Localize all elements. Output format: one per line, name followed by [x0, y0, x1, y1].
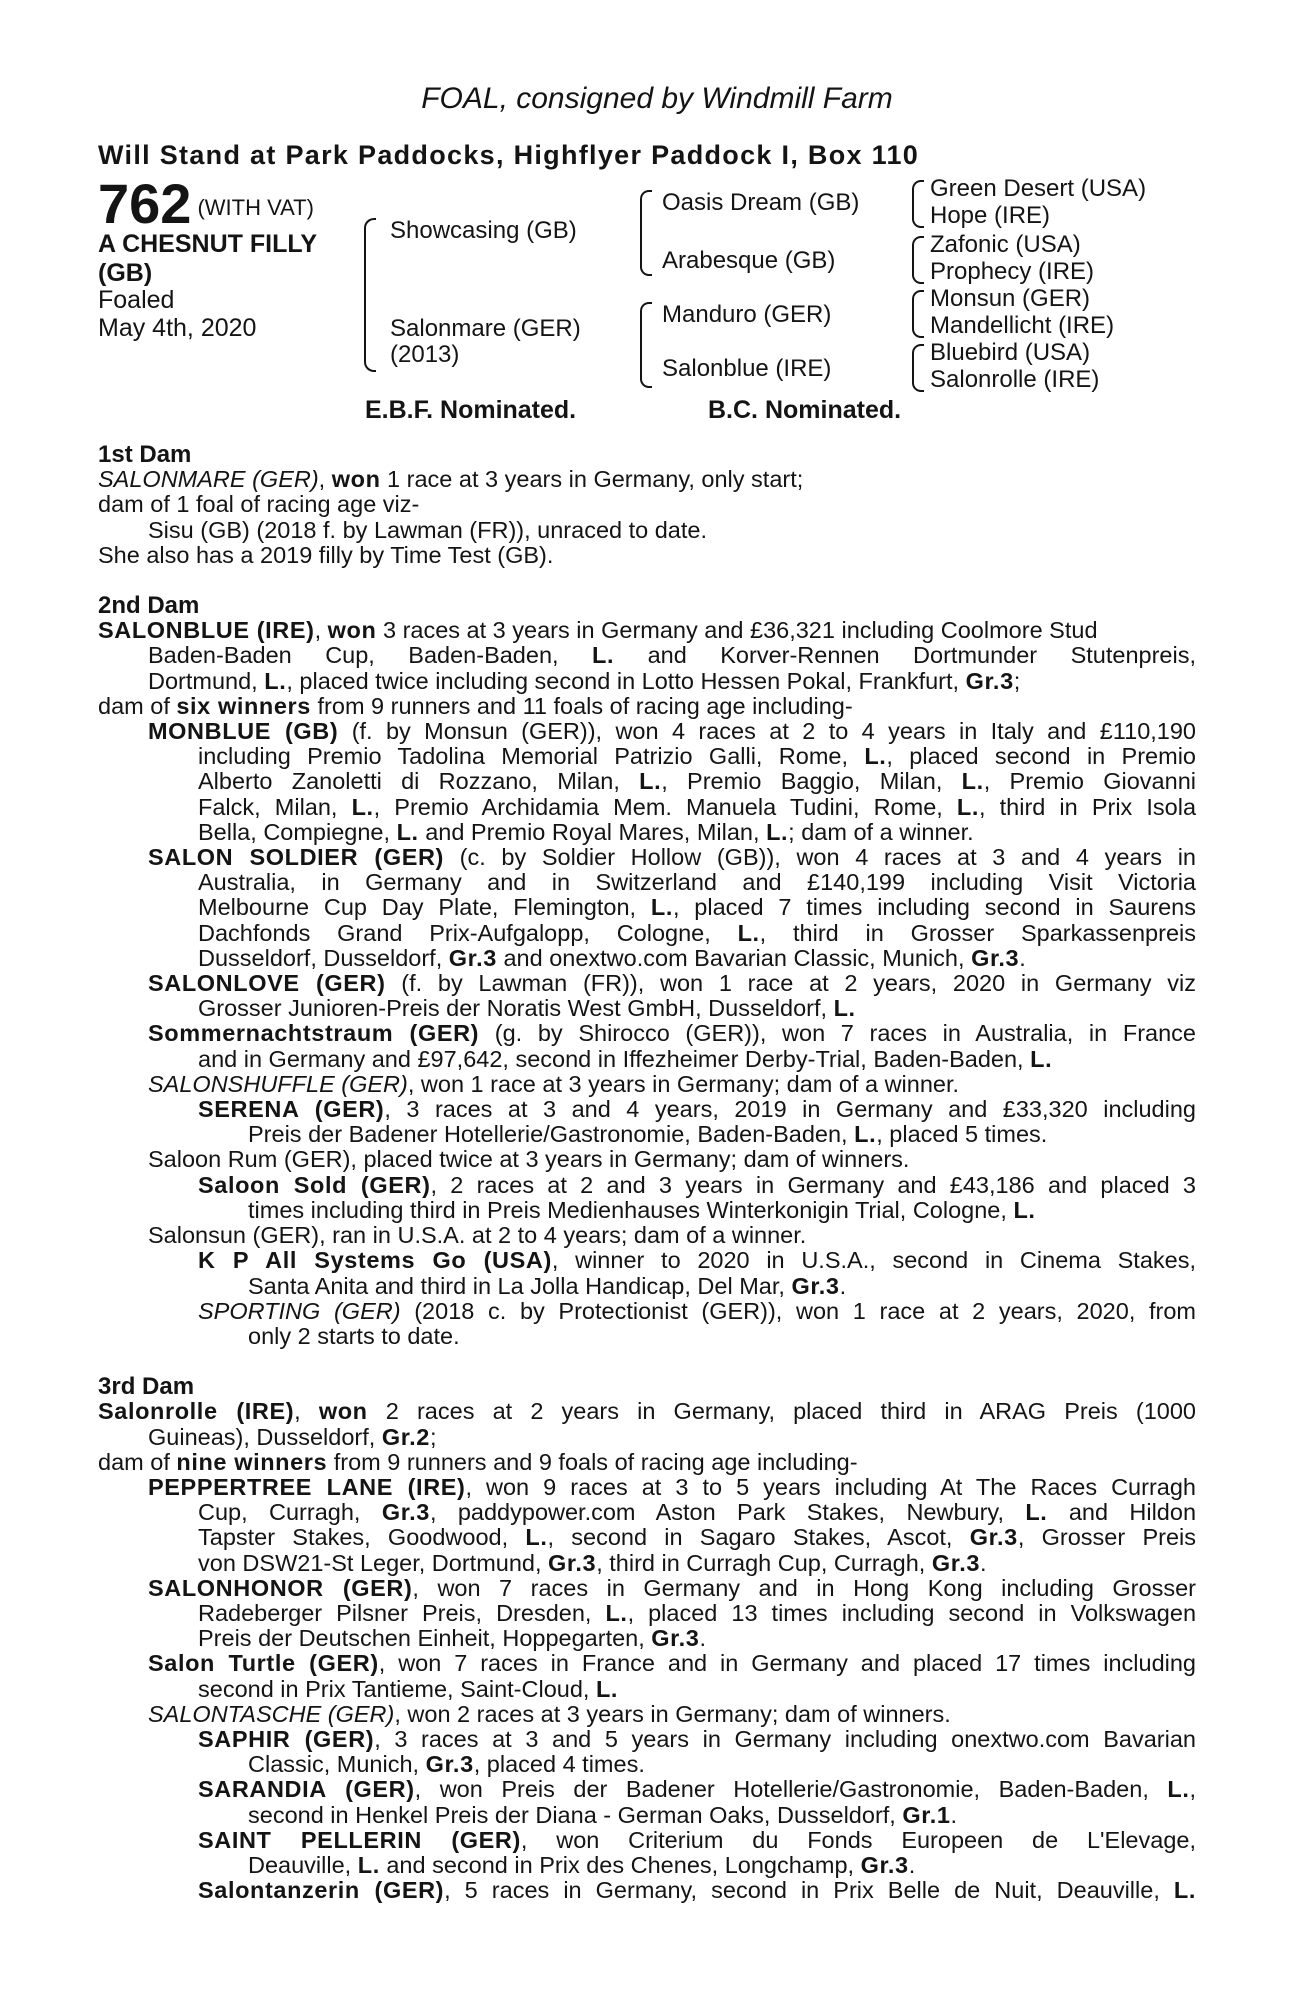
group-tag: Gr.3 — [425, 1751, 474, 1778]
foaled-date: May 4th, 2020 — [98, 314, 257, 342]
dam-record — [98, 643, 1196, 668]
dam-record: SALONBLUE (IRE), won 3 races at 3 years in Germany and £36,321 including Coolmore Stud — [98, 617, 1098, 644]
progeny-name: Salontanzerin (GER) — [198, 1877, 445, 1904]
group-tag: Gr.3 — [965, 667, 1014, 694]
progeny-entry — [98, 1021, 1196, 1046]
progeny-entry — [98, 1626, 1196, 1651]
dam-record — [98, 669, 1196, 694]
progeny-entry — [98, 971, 1196, 996]
progeny-entry — [98, 996, 1196, 1021]
section-heading: 1st Dam — [98, 441, 192, 468]
record-text: from 9 runners and 9 foals of racing age including- — [333, 1448, 858, 1475]
listed-tag: L. — [525, 1524, 548, 1551]
progeny-name: SALONTASCHE (GER) — [148, 1700, 395, 1727]
progeny-entry — [98, 795, 1196, 820]
record-text: ; dam of a winner. — [788, 818, 974, 845]
record-text: Cup, Curragh, — [198, 1499, 361, 1526]
progeny-entry — [98, 1047, 1196, 1072]
dam-year: (2013) — [390, 341, 460, 368]
group-tag: Gr.2 — [381, 1423, 430, 1450]
record-text: , paddypower.com Aston Park Stakes, Newbury, — [429, 1499, 1004, 1526]
record-text: , second in Sagaro Stakes, Ascot, — [547, 1524, 953, 1551]
dam-dam-sire: Bluebird (USA) — [930, 339, 1091, 366]
progeny-name: Saloon Sold (GER) — [198, 1171, 431, 1198]
progeny-entry — [98, 769, 1196, 794]
record-text: , Grosser Preis — [1017, 1524, 1196, 1551]
listed-tag: L. — [595, 1675, 619, 1702]
lot-number — [98, 172, 314, 236]
produce-summary — [98, 694, 1196, 719]
record-text: , placed 4 times. — [473, 1751, 645, 1778]
record-text: Guineas), Dusseldorf, — [148, 1423, 376, 1450]
record-text: Grosser Junioren-Preis der Noratis West GmbH, Dusseldorf, — [198, 995, 828, 1022]
sire-dam-sire: Zafonic (USA) — [930, 231, 1081, 258]
record-text: times including third in Preis Medienhauses Winterkonigin Trial, Cologne, — [248, 1196, 1007, 1223]
record-text: , won 9 races at 3 to 5 years including At The Races Curragh — [465, 1473, 1196, 1500]
dam-sire-sire: Monsun (GER) — [930, 285, 1091, 312]
progeny-name: SALONSHUFFLE (GER) — [148, 1070, 408, 1097]
record-text: and Hildon — [1068, 1499, 1197, 1526]
listed-tag: L. — [864, 743, 887, 770]
record-text: Bella, Compiegne, — [198, 818, 391, 845]
group-tag: Gr.3 — [548, 1549, 597, 1576]
record-text: and onextwo.com Bavarian Classic, Munich, — [503, 944, 965, 971]
won-label: won — [318, 1398, 368, 1425]
dam-record — [98, 1425, 1196, 1450]
listed-tag: L. — [1030, 1045, 1053, 1072]
record-text: dam of — [98, 692, 170, 719]
record-text: Classic, Munich, — [248, 1751, 420, 1778]
record-text: Falck, Milan, — [198, 793, 338, 820]
progeny-name: SAINT PELLERIN (GER) — [198, 1826, 521, 1853]
record-text: , third in Curragh Cup, Curragh, — [596, 1549, 926, 1576]
stand-location: Will Stand at Park Paddocks, Highflyer Paddock I, Box 110 — [98, 140, 920, 170]
grandprogeny-entry — [98, 1828, 1196, 1853]
sire-sire-sire: Green Desert (USA) — [930, 175, 1147, 202]
progeny-name: SARANDIA (GER) — [198, 1776, 415, 1803]
record-text: Preis der Badener Hotellerie/Gastronomie, Baden-Baden, — [248, 1121, 848, 1148]
won-label: won — [331, 466, 381, 493]
listed-tag: L. — [1167, 1776, 1190, 1803]
progeny-name: SALON SOLDIER (GER) — [148, 844, 444, 871]
pedigree-bracket — [912, 290, 924, 338]
record-text: . — [980, 1549, 987, 1576]
bc-nominated: B.C. Nominated. — [708, 396, 902, 424]
dam-dam: Salonblue (IRE) — [662, 355, 832, 382]
progeny-entry — [98, 1651, 1196, 1676]
record-text: and Premio Royal Mares, Milan, — [425, 818, 760, 845]
progeny-name: SPORTING (GER) — [198, 1297, 401, 1324]
listed-tag: L. — [351, 793, 374, 820]
progeny-entry — [98, 845, 1196, 870]
dam-name: SALONBLUE (IRE) — [98, 617, 315, 644]
produce-note: She also has a 2019 filly by Time Test (GB). — [98, 541, 554, 568]
dam-name: SALONMARE (GER) — [98, 466, 319, 493]
listed-tag: L. — [592, 642, 615, 669]
produce-summary — [98, 1450, 1196, 1475]
progeny-entry — [98, 1525, 1196, 1550]
listed-tag: L. — [396, 818, 419, 845]
winners-count: nine winners — [176, 1448, 328, 1475]
progeny-name: MONBLUE (GB) — [148, 718, 339, 745]
progeny-entry — [98, 1702, 1196, 1727]
progeny-entry — [98, 744, 1196, 769]
progeny-name: K P All Systems Go (USA) — [198, 1247, 552, 1274]
listed-tag: L. — [961, 768, 984, 795]
record-text: Tapster Stakes, Goodwood, — [198, 1524, 509, 1551]
record-text: , won 2 races at 3 years in Germany; dam of winners. — [394, 1700, 951, 1727]
progeny-entry — [98, 820, 1196, 845]
record-text: Dusseldorf, Dusseldorf, — [198, 944, 443, 971]
progeny-entry — [98, 921, 1196, 946]
record-text: including Premio Tadolina Memorial Patrizio Galli, Rome, — [198, 743, 848, 770]
listed-tag: L. — [1025, 1499, 1048, 1526]
record-text: Dachfonds Grand Prix-Aufgalopp, Cologne, — [198, 919, 711, 946]
listed-tag: L. — [956, 793, 979, 820]
listed-tag: L. — [639, 768, 662, 795]
record-text: , Premio Baggio, Milan, — [661, 768, 943, 795]
grandprogeny-entry — [98, 1198, 1196, 1223]
record-text: , third in Prix Isola — [979, 793, 1197, 820]
record-text: , 5 races in Germany, second in Prix Belle de Nuit, Deauville, — [444, 1877, 1160, 1904]
record-text: , won 7 races in Germany and in Hong Kong including Grosser — [412, 1574, 1196, 1601]
pedigree-bracket — [912, 236, 924, 284]
grandprogeny-entry — [98, 1727, 1196, 1752]
listed-tag: L. — [264, 667, 287, 694]
progeny-entry: Salonsun (GER), ran in U.S.A. at 2 to 4 years; dam of a winner. — [148, 1222, 807, 1249]
record-text: , placed 13 times including second in Volkswagen — [627, 1599, 1197, 1626]
catalogue-body — [98, 442, 1196, 1903]
record-text: dam of — [98, 1448, 170, 1475]
dam-dam-dam: Salonrolle (IRE) — [930, 366, 1100, 393]
vat-note: (WITH VAT) — [197, 195, 314, 221]
listed-tag: L. — [650, 894, 673, 921]
group-tag: Gr.3 — [969, 1524, 1018, 1551]
lot-number-value: 762 — [98, 172, 192, 235]
record-text: , 3 races at 3 and 4 years, 2019 in Germany and £33,320 including — [384, 1096, 1196, 1123]
group-tag: Gr.3 — [381, 1499, 430, 1526]
record-text: , 3 races at 3 and 5 years in Germany including onextwo.com Bavarian — [374, 1725, 1196, 1752]
record-text: and in Germany and £97,642, second in Iffezheimer Derby-Trial, Baden-Baden, — [198, 1045, 1024, 1072]
record-text: Alberto Zanoletti di Rozzano, Milan, — [198, 768, 620, 795]
grandprogeny-entry — [98, 1274, 1196, 1299]
winners-count: six winners — [176, 692, 311, 719]
record-text: , winner to 2020 in U.S.A., second in Cinema Stakes, — [551, 1247, 1196, 1274]
group-tag: Gr.3 — [971, 944, 1020, 971]
progeny-name: PEPPERTREE LANE (IRE) — [148, 1473, 466, 1500]
record-text: Melbourne Cup Day Plate, Flemington, — [198, 894, 637, 921]
record-text: ; — [1013, 667, 1021, 694]
grandprogeny-entry — [98, 1122, 1196, 1147]
foaled-label: Foaled — [98, 286, 175, 314]
record-text: (f. by Monsun (GER)), won 4 races at 2 to 4 years in Italy and £110,190 — [351, 718, 1196, 745]
grandprogeny-entry — [98, 1878, 1196, 1903]
record-text: , placed 7 times including second in Saurens — [672, 894, 1196, 921]
record-text: , placed 5 times. — [876, 1121, 1048, 1148]
consignor-line: FOAL, consigned by Windmill Farm — [421, 82, 893, 115]
record-text: Santa Anita and third in La Jolla Handicap, Del Mar, — [248, 1272, 785, 1299]
sire-dam-dam: Prophecy (IRE) — [930, 258, 1095, 285]
record-text: and Korver-Rennen Dortmunder Stutenpreis, — [647, 642, 1197, 669]
second-dam-section — [98, 593, 1196, 1349]
sire-sire-dam: Hope (IRE) — [930, 202, 1051, 229]
listed-tag: L. — [766, 818, 789, 845]
section-heading: 3rd Dam — [98, 1373, 195, 1401]
progeny-entry — [98, 895, 1196, 920]
group-tag: Gr.3 — [448, 944, 497, 971]
grandprogeny-entry — [98, 1803, 1196, 1828]
record-text: , won 1 race at 3 years in Germany; dam of a winner. — [407, 1070, 960, 1097]
listed-tag: L. — [605, 1599, 628, 1626]
record-text: second in Prix Tantieme, Saint-Cloud, — [198, 1675, 590, 1702]
dam-record: Salonrolle (IRE), won 2 races at 2 years in Germany, placed third in ARAG Preis (1000 — [98, 1398, 1196, 1425]
third-dam-section — [98, 1374, 1196, 1903]
group-tag: Gr.1 — [902, 1801, 951, 1828]
progeny-entry: Australia, in Germany and in Switzerland and £140,199 including Visit Victoria — [198, 869, 1196, 896]
progeny-entry — [98, 1551, 1196, 1576]
record-text: Baden-Baden Cup, Baden-Baden, — [148, 642, 559, 669]
listed-tag: L. — [737, 919, 760, 946]
progeny-entry — [98, 719, 1196, 744]
record-text: , Premio Giovanni — [983, 768, 1196, 795]
progeny-entry — [98, 1677, 1196, 1702]
record-text: Dortmund, — [148, 667, 258, 694]
grandprogeny-entry — [98, 1248, 1196, 1273]
foaled-info — [98, 286, 256, 342]
progeny-name: Salon Turtle (GER) — [148, 1650, 379, 1677]
record-text: 2 races at 2 years in Germany, placed third in ARAG Preis (1000 — [385, 1398, 1196, 1425]
grandprogeny-entry — [98, 1299, 1196, 1324]
progeny-name: SAPHIR (GER) — [198, 1725, 375, 1752]
record-text: second in Henkel Preis der Diana - German Oaks, Dusseldorf, — [248, 1801, 896, 1828]
pedigree-bracket — [912, 180, 924, 228]
record-text: (f. by Lawman (FR)), won 1 race at 2 years, 2020 in Germany viz — [401, 970, 1196, 997]
progeny-entry: Saloon Rum (GER), placed twice at 3 years in Germany; dam of winners. — [148, 1146, 910, 1173]
progeny-entry — [98, 946, 1196, 971]
record-text: , — [1189, 1776, 1196, 1803]
dam-sire-dam: Mandellicht (IRE) — [930, 312, 1115, 339]
sire-dam: Arabesque (GB) — [662, 247, 836, 274]
record-text: (g. by Shirocco (GER)), won 7 races in Australia, in France — [494, 1020, 1197, 1047]
listed-tag: L. — [854, 1121, 877, 1148]
record-text: and second in Prix des Chenes, Longchamp, — [386, 1851, 855, 1878]
listed-tag: L. — [357, 1851, 380, 1878]
record-text: from 9 runners and 11 foals of racing age including- — [317, 692, 853, 719]
grandprogeny-entry — [98, 1173, 1196, 1198]
progeny-name: SALONHONOR (GER) — [148, 1574, 413, 1601]
progeny-name: SERENA (GER) — [198, 1096, 385, 1123]
record-text: . — [699, 1625, 706, 1652]
record-text: . — [839, 1272, 847, 1299]
record-text: (c. by Soldier Hollow (GB)), won 4 races at 3 and 4 years in — [459, 844, 1196, 871]
pedigree-bracket — [640, 302, 652, 388]
sire-sire: Oasis Dream (GB) — [662, 189, 860, 216]
ebf-nominated: E.B.F. Nominated. — [365, 396, 577, 424]
listed-tag: L. — [833, 995, 856, 1022]
progeny-entry — [98, 1576, 1196, 1601]
grandprogeny-entry — [98, 1777, 1196, 1802]
listed-tag: L. — [1173, 1877, 1197, 1904]
record-text: , placed twice including second in Lotto Hessen Pokal, Frankfurt, — [286, 667, 960, 694]
progeny-name: SALONLOVE (GER) — [148, 970, 386, 997]
grandprogeny-entry: only 2 starts to date. — [248, 1322, 460, 1349]
progeny-entry — [98, 1601, 1196, 1626]
progeny-entry — [98, 1500, 1196, 1525]
group-tag: Gr.3 — [931, 1549, 981, 1576]
group-tag: Gr.3 — [791, 1272, 840, 1299]
dam: Salonmare (GER) — [390, 315, 581, 342]
group-tag: Gr.3 — [651, 1625, 700, 1652]
dam-record: 1 race at 3 years in Germany, only start; — [380, 466, 804, 493]
section-heading: 2nd Dam — [98, 592, 200, 620]
record-text: , third in Grosser Sparkassenpreis — [759, 919, 1196, 946]
listed-tag: L. — [1013, 1196, 1036, 1223]
sire: Showcasing (GB) — [390, 217, 577, 244]
lot-description — [98, 230, 317, 288]
lot-sex: A CHESNUT FILLY — [98, 230, 317, 258]
record-text: Preis der Deutschen Einheit, Hoppegarten, — [198, 1625, 645, 1652]
record-text: von DSW21-St Leger, Dortmund, — [198, 1549, 542, 1576]
record-text: . — [908, 1851, 916, 1878]
produce-entry: Sisu (GB) (2018 f. by Lawman (FR)), unraced to date. — [148, 516, 708, 543]
record-text: , won Preis der Badener Hotellerie/Gastronomie, Baden-Baden, — [414, 1776, 1149, 1803]
record-text: Radeberger Pilsner Preis, Dresden, — [198, 1599, 592, 1626]
record-text: 3 races at 3 years in Germany and £36,321 including Coolmore Stud — [376, 617, 1098, 644]
record-text: ; — [429, 1423, 437, 1450]
lot-country: (GB) — [98, 259, 153, 287]
grandprogeny-entry — [98, 1097, 1196, 1122]
progeny-entry — [98, 1475, 1196, 1500]
record-text: . — [950, 1801, 958, 1828]
first-dam-section: 1st Dam SALONMARE (GER), won 1 race at 3 years in Germany, only start; dam of 1 foal of racing age viz- Sisu (GB) (2018 f. by Lawman (FR)), unraced to date. She also has a 2019 filly by Time Test (GB). — [98, 442, 1196, 568]
grandprogeny-entry — [98, 1853, 1196, 1878]
dam-sire: Manduro (GER) — [662, 301, 832, 328]
record-text: (2018 c. by Protectionist (GER)), won 1 race at 2 years, 2020, from — [414, 1297, 1197, 1324]
pedigree-bracket — [364, 218, 376, 372]
group-tag: Gr.3 — [860, 1851, 909, 1878]
won-label: won — [327, 617, 377, 644]
progeny-entry — [98, 1072, 1196, 1097]
pedigree-bracket — [640, 190, 652, 276]
record-text: , 2 races at 2 and 3 years in Germany and £43,186 and placed 3 — [430, 1171, 1196, 1198]
progeny-name: Sommernachtstraum (GER) — [148, 1020, 480, 1047]
grandprogeny-entry — [98, 1752, 1196, 1777]
record-text: , won Criterium du Fonds Europeen de L'Elevage, — [520, 1826, 1196, 1853]
record-text: . — [1019, 944, 1026, 971]
dam-name: Salonrolle (IRE) — [98, 1398, 295, 1425]
pedigree-bracket — [912, 344, 924, 392]
record-text: , won 7 races in France and in Germany and placed 17 times including — [378, 1650, 1197, 1677]
record-text: Deauville, — [248, 1851, 352, 1878]
record-text: , Premio Archidamia Mem. Manuela Tudini, Rome, — [373, 793, 943, 820]
record-text: , placed second in Premio — [886, 743, 1196, 770]
produce-summary: dam of 1 foal of racing age viz- — [98, 491, 420, 518]
